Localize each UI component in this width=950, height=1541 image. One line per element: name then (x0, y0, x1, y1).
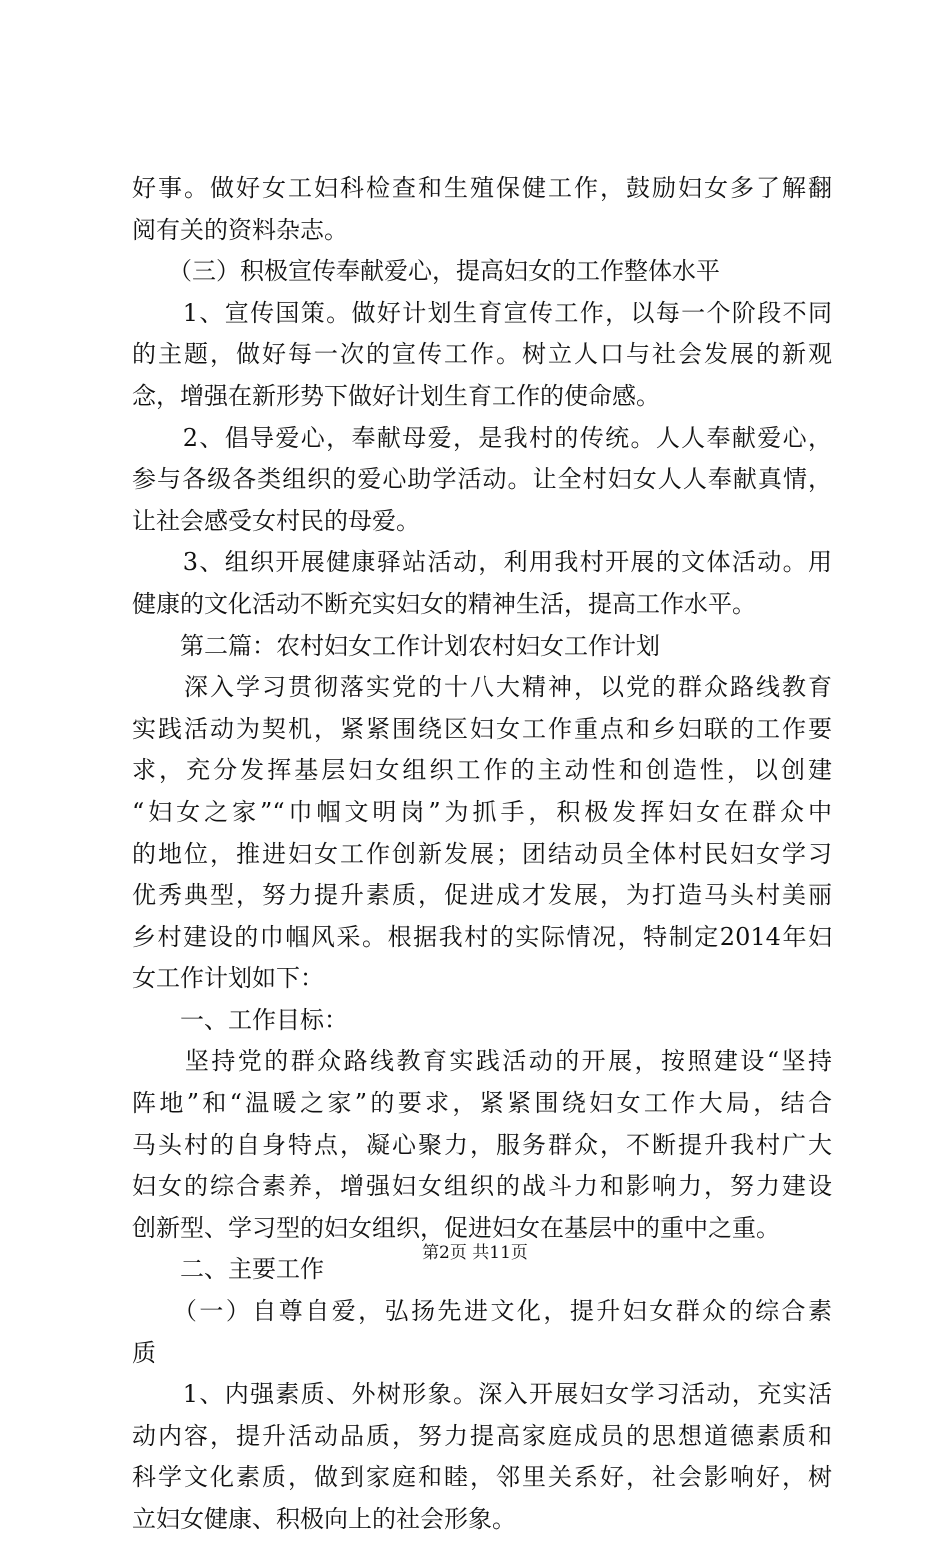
text-line: 妇女的综合素养，增强妇女组织的战斗力和影响力，努力建设 (132, 1172, 832, 1201)
text-line: 实践活动为契机，紧紧围绕区妇女工作重点和乡妇联的工作要 (132, 714, 832, 743)
text-line: 好事。做好女工妇科检查和生殖保健工作，鼓励妇女多了解翻 (132, 174, 832, 202)
text-line: 二、主要工作 (132, 1255, 324, 1284)
text-line: 让社会感受女村民的母爱。 (132, 506, 420, 535)
document-body (132, 168, 832, 1541)
text-line: 创新型、学习型的妇女组织，促进妇女在基层中的重中之重。 (132, 1213, 780, 1242)
text-line: “妇女之家”“巾帼文明岗”为抓手，积极发挥妇女在群众中 (132, 797, 832, 826)
text-line: 2、倡导爱心，奉献母爱，是我村的传统。人人奉献爱心， (132, 423, 832, 452)
text-line: 的地位，推进妇女工作创新发展；团结动员全体村民妇女学习 (132, 839, 832, 868)
text-line: 科学文化素质，做到家庭和睦，邻里关系好，社会影响好，树 (132, 1463, 832, 1492)
text-line: 动内容，提升活动品质，努力提高家庭成员的思想道德素质和 (132, 1421, 832, 1450)
text-line: 立妇女健康、积极向上的社会形象。 (132, 1505, 516, 1533)
text-line: 阅有关的资料杂志。 (132, 215, 348, 244)
text-line: 质 (132, 1338, 156, 1367)
text-line: （三）积极宣传奉献爱心，提高妇女的工作整体水平 (132, 257, 720, 286)
text-line: 深入学习贯彻落实党的十八大精神，以党的群众路线教育 (132, 673, 832, 702)
text-line: 1、内强素质、外树形象。深入开展妇女学习活动，充实活 (132, 1380, 832, 1409)
text-line: 念，增强在新形势下做好计划生育工作的使命感。 (132, 381, 660, 410)
text-line: 第二篇：农村妇女工作计划农村妇女工作计划 (132, 631, 660, 660)
text-line: 健康的文化活动不断充实妇女的精神生活，提高工作水平。 (132, 589, 756, 618)
text-line: （一）自尊自爱，弘扬先进文化，提升妇女群众的综合素 (132, 1297, 832, 1326)
text-line: 坚持党的群众路线教育实践活动的开展，按照建设“坚持 (132, 1047, 832, 1076)
text-line: 的主题，做好每一次的宣传工作。树立人口与社会发展的新观 (132, 340, 832, 369)
text-line: 优秀典型，努力提升素质，促进成才发展，为打造马头村美丽 (132, 881, 832, 910)
text-line: 马头村的自身特点，凝心聚力，服务群众，不断提升我村广大 (132, 1130, 832, 1159)
text-line: 1、宣传国策。做好计划生育宣传工作，以每一个阶段不同 (132, 298, 832, 327)
text-line: 阵地”和“温暖之家”的要求，紧紧围绕妇女工作大局，结合 (132, 1089, 832, 1118)
page-footer: 第2页 共11页 (422, 1243, 528, 1263)
text-line: 乡村建设的巾帼风采。根据我村的实际情况，特制定2014年妇 (132, 922, 832, 951)
text-line: 女工作计划如下： (132, 964, 324, 993)
text-line: 参与各级各类组织的爱心助学活动。让全村妇女人人奉献真情， (132, 465, 832, 494)
text-line: 一、工作目标： (132, 1005, 348, 1034)
text-line: 求，充分发挥基层妇女组织工作的主动性和创造性，以创建 (132, 756, 832, 785)
text-line: 3、组织开展健康驿站活动，利用我村开展的文体活动。用 (132, 548, 832, 577)
